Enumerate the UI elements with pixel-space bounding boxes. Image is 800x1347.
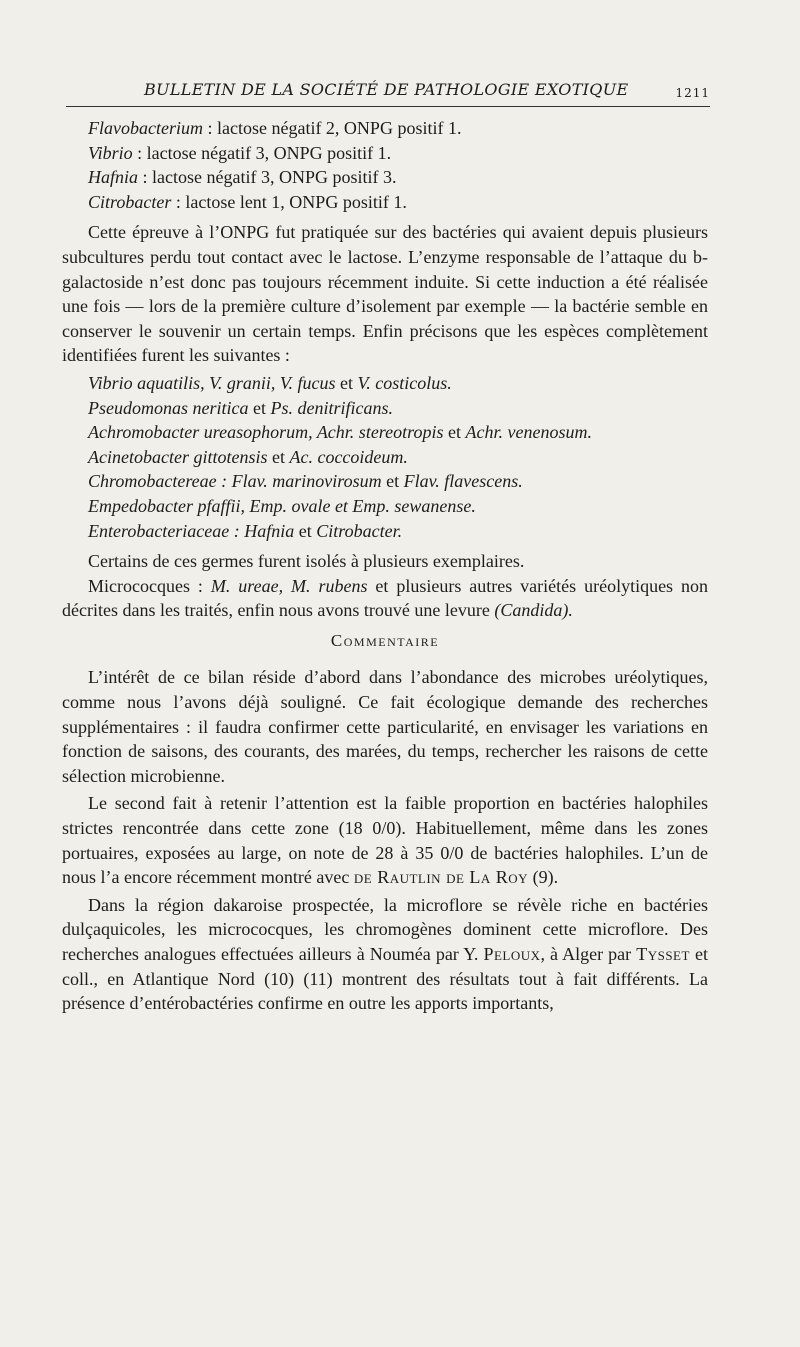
- onpg-result-line: [62, 190, 708, 215]
- result-text: : lactose négatif 2, ONPG positif 1.: [202, 118, 462, 138]
- onpg-result-line: [62, 116, 708, 141]
- result-text: : lactose lent 1, ONPG positif 1.: [171, 191, 407, 212]
- species-line: [62, 371, 708, 396]
- species-name: Citrobacter.: [316, 520, 403, 541]
- genus-name: Vibrio: [88, 142, 133, 163]
- text-run: et plusieurs autres variétés uréolytiques non décrites dans les traités, enfin nous avons trouvé une levure: [62, 575, 708, 621]
- genus-name: Hafnia: [88, 167, 139, 188]
- result-text: : lactose négatif 3, ONPG positif 1.: [132, 142, 392, 163]
- paragraph-dakar: [62, 893, 708, 1016]
- main-text: [62, 116, 708, 1016]
- running-header: [88, 80, 710, 104]
- author-name: de Rautlin de La Roy: [353, 867, 529, 888]
- onpg-result-line: [62, 165, 708, 190]
- genus-name: Flavobacterium: [88, 118, 203, 138]
- species-line: [62, 519, 708, 544]
- conjunction: et: [443, 422, 466, 443]
- paragraph-micrococques: [62, 574, 708, 623]
- result-text: : lactose négatif 3, ONPG positif 3.: [138, 167, 397, 188]
- paragraph-onpg: Cette épreuve à l’ONPG fut pratiquée sur des bactéries qui avaient depuis plusieurs subcultures perdu tout contact avec le lactose. L’enzyme responsable de l’attaque du b-galactoside n’est donc pas toujours récemment induite. Si cette induction a été réalisée une fois — lors de la première culture d’isolement par exemple — la bactérie semble en conserver le souvenir un certain temps. Enfin précisons que les espèces complètement identifiées furent les suivantes :: [62, 222, 708, 366]
- conjunction: et: [335, 372, 358, 393]
- onpg-result-line: [62, 141, 708, 166]
- species-name: Chromobactereae : Flav. marinovirosum: [88, 471, 382, 492]
- species-line: [62, 469, 708, 494]
- paragraph-certains: Certains de ces germes furent isolés à plusieurs exemplaires.: [88, 551, 525, 572]
- species-line: [62, 396, 708, 421]
- species-name: Vibrio aquatilis, V. granii, V. fucus: [88, 372, 336, 393]
- species-name: Ac. coccoideum.: [289, 446, 408, 467]
- species-name: Acinetobacter gittotensis: [88, 446, 268, 467]
- species-name: Enterobacteriaceae : Hafnia: [88, 520, 295, 541]
- conjunction: et: [381, 471, 404, 492]
- species-name: Achromobacter ureasophorum, Achr. stereotropis: [88, 422, 444, 443]
- text-run: , à Alger par: [540, 944, 637, 964]
- header-rule: [66, 106, 710, 107]
- author-name: Tysset: [636, 944, 690, 964]
- species-name: Ps. denitrificans.: [270, 397, 393, 418]
- text-run: et coll., en Atlantique Nord (10) (11) montrent des résultats tout à fait différents. La présence d’entérobactéries confirme en outre les apports importants,: [62, 944, 708, 1014]
- page-number: 1211: [675, 86, 710, 100]
- conjunction: et: [267, 446, 290, 467]
- genus-name: Citrobacter: [88, 191, 172, 212]
- text-run: Dans la région dakaroise prospectée, la microflore se révèle riche en bactéries dulçaquicoles, les micrococques, les chromogènes dominent cette microflore. Des recherches analogues effectuées ailleurs à Nouméa par Y.: [62, 894, 708, 964]
- species-name: (Candida).: [494, 600, 573, 621]
- paragraph-interet: L’intérêt de ce bilan réside d’abord dans l’abondance des microbes uréolytiques, comme nous l’avons déjà souligné. Ce fait écologique demande des recherches supplémentaires : il faudra confirmer cette particularité, en envisager les variations en fonction de saisons, des courants, des marées, du temps, rechercher les raisons de cette sélection microbienne.: [62, 667, 708, 786]
- species-line: [62, 420, 708, 445]
- conjunction: et: [248, 397, 271, 418]
- species-line: [62, 445, 708, 470]
- text-run: Le second fait à retenir l’attention est la faible proportion en bactéries halophiles strictes rencontrée dans cette zone (18 0/0). Habituellement, même dans les zones portuaires, exposées au large, on note de 28 à 35 0/0 de bactéries halophiles. L’un de nous l’a encore récemment montré avec: [62, 793, 708, 888]
- text-run: (9).: [528, 867, 559, 888]
- section-heading: Commentaire: [330, 630, 440, 650]
- conjunction: et: [294, 520, 317, 541]
- paragraph-second-fait: [62, 791, 708, 889]
- species-name: Achr. venenosum.: [465, 422, 592, 443]
- species-name: M. ureae, M. rubens: [210, 575, 368, 596]
- species-name: V. costicolus.: [357, 372, 452, 393]
- species-name: Empedobacter pfaffii, Emp. ovale et Emp. sewanense.: [88, 495, 476, 516]
- species-name: Pseudomonas neritica: [88, 397, 249, 418]
- species-name: Flav. flavescens.: [403, 471, 523, 492]
- author-name: Peloux: [483, 944, 541, 964]
- text-run: Micrococques :: [88, 575, 211, 596]
- species-line: [62, 494, 708, 519]
- journal-title: BULLETIN DE LA SOCIÉTÉ DE PATHOLOGIE EXOTIQUE: [144, 80, 629, 99]
